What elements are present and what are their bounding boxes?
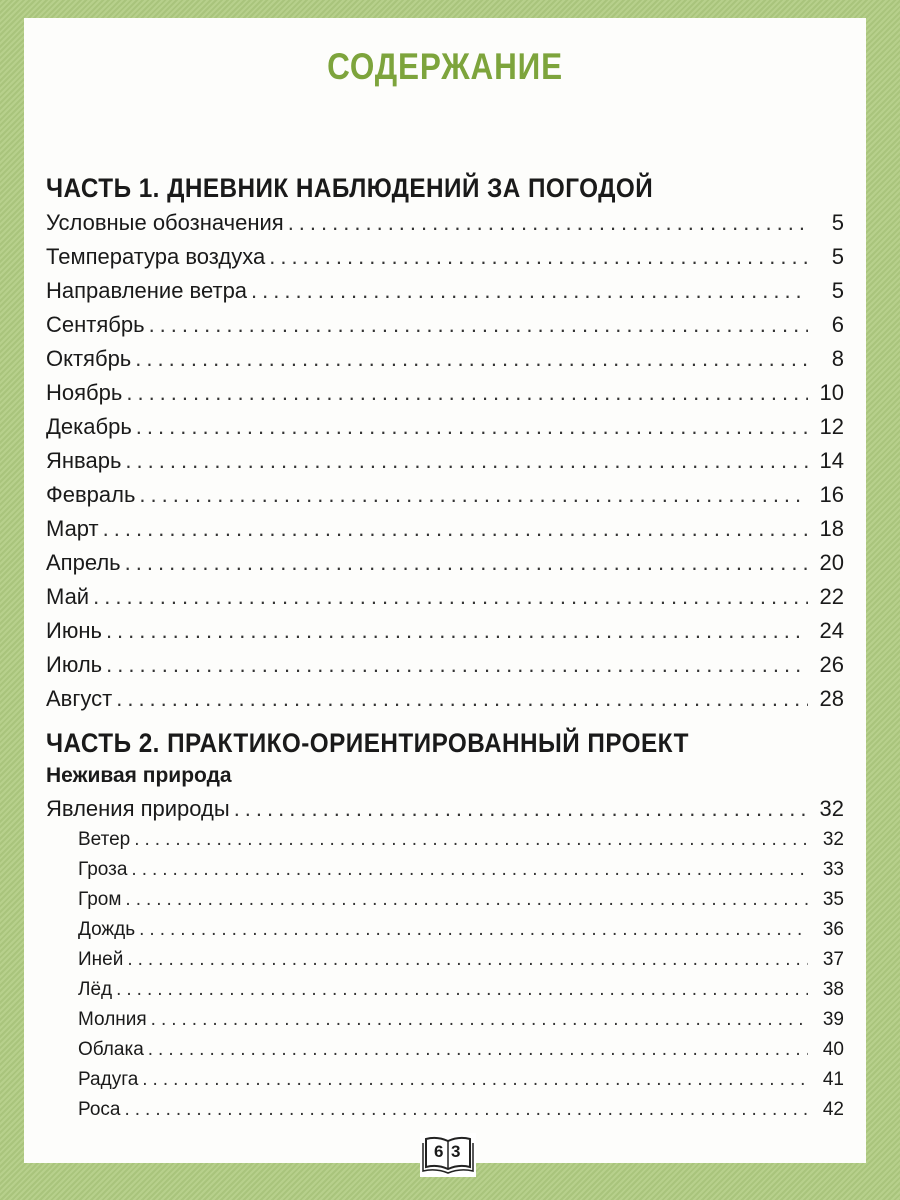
entry-label: Август	[46, 686, 113, 711]
toc-entry-topic[interactable]	[46, 796, 844, 822]
toc-entry[interactable]	[46, 210, 844, 236]
page-number-right: 3	[451, 1142, 461, 1161]
toc-entry[interactable]	[78, 979, 844, 1001]
dot-leader	[288, 210, 808, 236]
entry-label: Условные обозначения	[46, 210, 284, 235]
entry-page: 42	[822, 1099, 844, 1120]
entry-label: Гроза	[78, 859, 128, 880]
entry-page: 20	[819, 550, 844, 575]
toc-entry[interactable]	[46, 686, 844, 712]
dot-leader	[131, 859, 808, 881]
toc-page	[24, 18, 866, 1163]
dot-leader	[106, 618, 808, 644]
entry-label: Сентябрь	[46, 312, 145, 337]
entry-page: 32	[822, 829, 844, 850]
entry-page: 5	[831, 278, 844, 303]
dot-leader	[93, 584, 808, 610]
entry-page: 36	[822, 919, 844, 940]
dot-leader	[269, 244, 808, 270]
entry-label: Направление ветра	[46, 278, 248, 303]
toc-entry[interactable]	[46, 448, 844, 474]
toc-entry[interactable]	[78, 829, 844, 851]
entry-page: 37	[822, 949, 844, 970]
entry-page: 40	[822, 1039, 844, 1060]
toc-entry[interactable]	[78, 1069, 844, 1091]
toc-entry[interactable]	[46, 516, 844, 542]
entry-page: 33	[822, 859, 844, 880]
entry-page: 38	[822, 979, 844, 1000]
entry-page: 6	[831, 312, 844, 337]
entry-page: 41	[822, 1069, 844, 1090]
dot-leader	[116, 686, 808, 712]
entry-page: 28	[819, 686, 844, 711]
entry-page: 16	[819, 482, 844, 507]
dot-leader	[125, 889, 808, 911]
toc-entry[interactable]	[46, 244, 844, 270]
entry-page: 35	[822, 889, 844, 910]
toc-entry[interactable]	[46, 584, 844, 610]
toc-entry[interactable]	[78, 1099, 844, 1121]
dot-leader	[116, 979, 808, 1001]
entry-label: Январь	[46, 448, 122, 473]
entry-label: Явления природы	[46, 796, 230, 821]
toc-entry[interactable]	[78, 949, 844, 971]
toc-entry[interactable]	[78, 919, 844, 941]
dot-leader	[151, 1009, 808, 1031]
toc-entry[interactable]	[46, 482, 844, 508]
dot-leader	[136, 414, 808, 440]
entry-page: 8	[831, 346, 844, 371]
dot-leader	[142, 1069, 808, 1091]
dot-leader	[251, 278, 808, 304]
page-number-badge	[420, 1133, 476, 1177]
entry-page: 10	[819, 380, 844, 405]
dot-leader	[139, 482, 808, 508]
dot-leader	[149, 312, 808, 338]
toc-entry[interactable]	[46, 312, 844, 338]
dot-leader	[125, 448, 808, 474]
entry-label: Роса	[78, 1099, 121, 1120]
toc-entry[interactable]	[46, 550, 844, 576]
toc-entry[interactable]	[46, 414, 844, 440]
part1-heading: ЧАСТЬ 1. ДНЕВНИК НАБЛЮДЕНИЙ ЗА ПОГОДОЙ	[46, 173, 654, 203]
entry-label: Июль	[46, 652, 103, 677]
entry-page: 12	[819, 414, 844, 439]
entry-page: 24	[819, 618, 844, 643]
entry-label: Ноябрь	[46, 380, 123, 405]
toc-entry[interactable]	[46, 380, 844, 406]
entry-page: 22	[819, 584, 844, 609]
entry-label: Иней	[78, 949, 124, 970]
toc-entry[interactable]	[46, 652, 844, 678]
entry-label: Дождь	[78, 919, 136, 940]
toc-entry[interactable]	[46, 618, 844, 644]
dot-leader	[126, 380, 808, 406]
dot-leader	[127, 949, 808, 971]
entry-label: Май	[46, 584, 90, 609]
dot-leader	[139, 919, 808, 941]
toc-entry[interactable]	[46, 346, 844, 372]
toc-entry[interactable]	[46, 278, 844, 304]
entry-label: Облака	[78, 1039, 144, 1060]
open-book-icon	[422, 1135, 474, 1175]
toc-entry[interactable]	[78, 1039, 844, 1061]
dot-leader	[124, 1099, 808, 1121]
dot-leader	[103, 516, 808, 542]
section-heading: Неживая природа	[46, 764, 232, 787]
entry-label: Температура воздуха	[46, 244, 266, 269]
entry-label: Октябрь	[46, 346, 132, 371]
entry-page: 39	[822, 1009, 844, 1030]
entry-label: Декабрь	[46, 414, 132, 439]
entry-label: Гром	[78, 889, 122, 910]
entry-page: 18	[819, 516, 844, 541]
page-number-left: 6	[434, 1142, 444, 1161]
toc-entry[interactable]	[78, 1009, 844, 1031]
entry-label: Февраль	[46, 482, 136, 507]
dot-leader	[134, 829, 808, 851]
entry-label: Молния	[78, 1009, 147, 1030]
toc-entry[interactable]	[78, 889, 844, 911]
dot-leader	[234, 796, 808, 822]
entry-label: Радуга	[78, 1069, 139, 1090]
entry-page: 32	[819, 796, 844, 821]
entry-label: Март	[46, 516, 99, 541]
entry-label: Июнь	[46, 618, 102, 643]
entry-page: 5	[831, 244, 844, 269]
dot-leader	[125, 550, 808, 576]
dot-leader	[135, 346, 808, 372]
entry-label: Лёд	[78, 979, 113, 1000]
entry-label: Апрель	[46, 550, 121, 575]
page-title: СОДЕРЖАНИЕ	[327, 46, 563, 87]
entry-page: 26	[819, 652, 844, 677]
entry-label: Ветер	[78, 829, 131, 850]
dot-leader	[106, 652, 808, 678]
entry-page: 14	[819, 448, 844, 473]
entry-page: 5	[831, 210, 844, 235]
part2-heading: ЧАСТЬ 2. ПРАКТИКО-ОРИЕНТИРОВАННЫЙ ПРОЕКТ	[46, 728, 689, 758]
toc-entry[interactable]	[78, 859, 844, 881]
dot-leader	[148, 1039, 808, 1061]
